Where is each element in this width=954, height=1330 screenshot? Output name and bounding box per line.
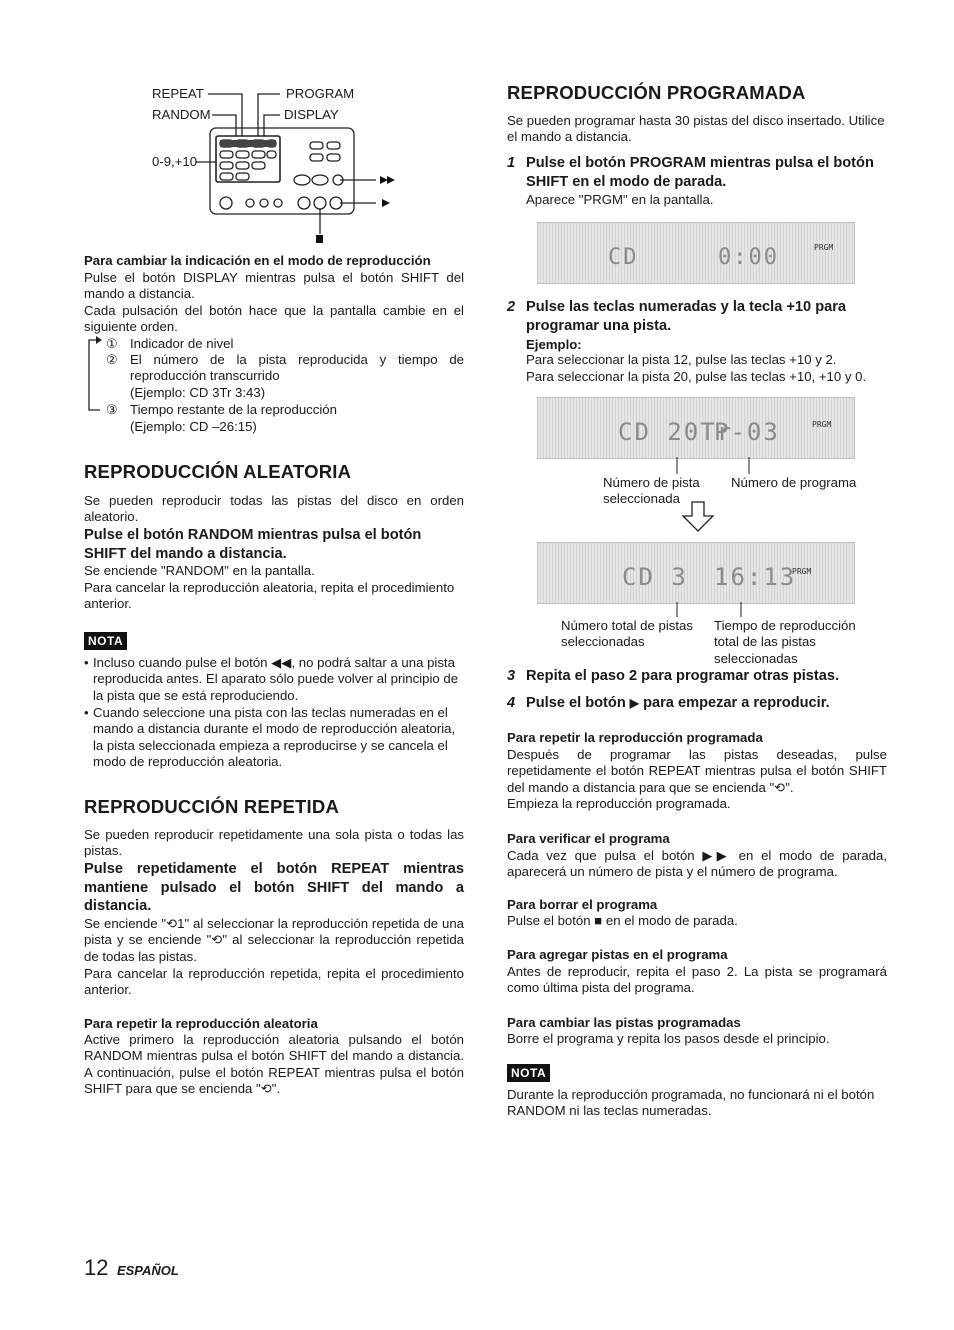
repeat-title: REPRODUCCIÓN REPETIDA	[84, 796, 339, 817]
list-item-example: (Ejemplo: CD –26:15)	[130, 419, 257, 434]
label-program: PROGRAM	[286, 86, 355, 101]
step-number: 4	[507, 695, 516, 711]
page-footer	[84, 1255, 179, 1281]
list-item: Indicador de nivel	[130, 336, 234, 351]
prgm-indicator: PRGM	[792, 567, 812, 576]
step-4-text-b: para empezar a reproducir.	[643, 695, 830, 711]
repeat-paragraph-1: Se enciende "⟲1" al seleccionar la reproducción repetida de una pista y se enciende "⟲" al seleccionar la reproducción repetida de todas las pistas.	[84, 916, 464, 964]
list-item-mark: ①	[106, 336, 118, 351]
nota-badge: NOTA	[84, 632, 127, 650]
prgm-indicator: PRGM	[812, 420, 832, 429]
lcd-right-text: P-03	[714, 418, 780, 446]
example-1: Para seleccionar la pista 12, pulse las teclas +10 y 2.	[526, 352, 837, 367]
nota-item: Incluso cuando pulse el botón ◀◀, no podrá saltar a una pista reproducida antes. El aparato sólo puede volver al principio de la pista que se está reproduciendo.	[93, 655, 459, 703]
lcd-left-text: CD	[608, 245, 639, 270]
program-intro: Se pueden programar hasta 30 pistas del disco insertado. Utilice el mando a distancia.	[507, 113, 885, 145]
remote-drawing	[150, 84, 470, 249]
sub-verify-paragraph: Cada vez que pulsa el botón ▶▶ en el modo de parada, aparecerá un número de pista y el número de programa.	[507, 848, 887, 880]
label-repeat: REPEAT	[152, 86, 204, 101]
sub-heading-change: Para cambiar las pistas programadas	[507, 1015, 741, 1030]
step-3: Repita el paso 2 para programar otras pistas.	[526, 668, 840, 684]
lcd-right-text: 16:13	[714, 563, 797, 591]
list-item: El número de la pista reproducida y tiempo de reproducción transcurrido	[130, 352, 464, 384]
nota-badge: NOTA	[507, 1064, 550, 1082]
lcd-display-prgm	[537, 222, 855, 284]
repeat-random-paragraph: Active primero la reproducción aleatoria pulsando el botón RANDOM mientras pulsa el botón SHIFT del mando a distancia. A continuación, pulse el botón REPEAT mientras pulsa el botón SHIFT para que se encienda "⟲".	[84, 1032, 464, 1097]
list-item-mark: ③	[106, 402, 118, 417]
repeat-step: Pulse repetidamente el botón REPEAT mientras mantiene pulsado el botón SHIFT del mando a distancia.	[84, 861, 464, 914]
lcd-display-total	[537, 542, 855, 604]
change-paragraph-2: Cada pulsación del botón hace que la pantalla cambie en el siguiente orden.	[84, 303, 464, 335]
sub-repeat-program-paragraph-2: Empieza la reproducción programada.	[507, 796, 731, 811]
lcd-display-track	[537, 397, 855, 459]
list-item-example: (Ejemplo: CD 3Tr 3:43)	[130, 385, 266, 400]
step-number: 3	[507, 668, 516, 684]
label-random: RANDOM	[152, 107, 211, 122]
bullet: •	[84, 655, 89, 670]
program-title: REPRODUCCIÓN PROGRAMADA	[507, 82, 806, 103]
sub-change-paragraph: Borre el programa y repita los pasos desde el principio.	[507, 1031, 830, 1046]
sub-repeat-program-paragraph: Después de programar las pistas deseadas, pulse repetidamente el botón REPEAT mientras pulsa el botón SHIFT del mando a distancia para que se encienda "⟲".	[507, 747, 887, 795]
label-keys: 0-9,+10	[152, 154, 198, 169]
lcd-left-text: CD 20Tr	[618, 418, 734, 446]
repeat-intro: Se pueden reproducir repetidamente una sola pista o todas las pistas.	[84, 827, 464, 859]
sub-heading-repeat-program: Para repetir la reproducción programada	[507, 730, 763, 745]
language-label: ESPAÑOL	[116, 1263, 179, 1278]
repeat-paragraph-2: Para cancelar la reproducción repetida, repita el procedimiento anterior.	[84, 966, 464, 998]
change-paragraph-1: Pulse el botón DISPLAY mientras pulsa el botón SHIFT del mando a distancia.	[84, 270, 464, 302]
step-4	[526, 694, 887, 713]
sub-heading-add: Para agregar pistas en el programa	[507, 947, 728, 962]
step-1-note: Aparece "PRGM" en la pantalla.	[526, 192, 714, 207]
sub-heading-delete: Para borrar el programa	[507, 897, 658, 912]
lcd-left-text: CD 3	[622, 563, 688, 591]
label-track-number: Número de pista seleccionada	[603, 475, 700, 507]
random-paragraph-2: Para cancelar la reproducción aleatoria, repita el procedimiento anterior.	[84, 580, 455, 612]
example-2: Para seleccionar la pista 20, pulse las teclas +10, +10 y 0.	[526, 369, 867, 384]
sub-add-paragraph: Antes de reproducir, repita el paso 2. La pista se programará como última pista del programa.	[507, 964, 887, 996]
list-item: Tiempo restante de la reproducción	[130, 402, 337, 417]
cycle-arrow-icon	[84, 336, 104, 416]
label-program-number: Número de programa	[731, 475, 857, 490]
random-paragraph-1: Se enciende "RANDOM" en la pantalla.	[84, 563, 315, 578]
lcd-right-text: 0:00	[718, 245, 779, 270]
random-step: Pulse el botón RANDOM mientras pulsa el botón SHIFT del mando a distancia.	[84, 527, 422, 562]
step-4-text-a: Pulse el botón	[526, 695, 626, 711]
label-display: DISPLAY	[284, 107, 339, 122]
repeat-random-heading: Para repetir la reproducción aleatoria	[84, 1016, 318, 1031]
step-1: Pulse el botón PROGRAM mientras pulsa el botón SHIFT en el modo de parada.	[526, 155, 874, 190]
play-icon: ▶	[629, 696, 640, 710]
random-intro: Se pueden reproducir todas las pistas del disco en orden aleatorio.	[84, 493, 464, 525]
display-pointer-lines	[667, 457, 767, 477]
list-item-mark: ②	[106, 352, 118, 367]
example-label: Ejemplo:	[526, 337, 582, 352]
label-total-tracks: Número total de pistas seleccionadas	[561, 618, 693, 650]
prgm-indicator: PRGM	[814, 243, 834, 252]
bullet: •	[84, 705, 89, 720]
nota-item: Cuando seleccione una pista con las teclas numeradas en el mando a distancia durante el modo de reproducción aleatoria, la pista seleccionada empieza a reproducirse y se cancela el modo de reproducción aleatoria.	[93, 705, 456, 770]
nota-paragraph: Durante la reproducción programada, no funcionará ni el botón RANDOM ni las teclas numeradas.	[507, 1087, 875, 1119]
step-2: Pulse las teclas numeradas y la tecla +10 para programar una pista.	[526, 299, 847, 334]
page-number: 12	[84, 1255, 109, 1280]
label-total-time: Tiempo de reproducción total de las pistas seleccionadas	[714, 618, 856, 666]
down-arrow-icon	[681, 501, 715, 533]
sub-delete-paragraph: Pulse el botón ■ en el modo de parada.	[507, 913, 738, 928]
random-title: REPRODUCCIÓN ALEATORIA	[84, 461, 352, 482]
step-number: 2	[507, 299, 516, 315]
step-number: 1	[507, 155, 516, 171]
remote-figure	[150, 84, 470, 249]
sub-heading-verify: Para verificar el programa	[507, 831, 670, 846]
change-heading: Para cambiar la indicación en el modo de reproducción	[84, 253, 431, 268]
